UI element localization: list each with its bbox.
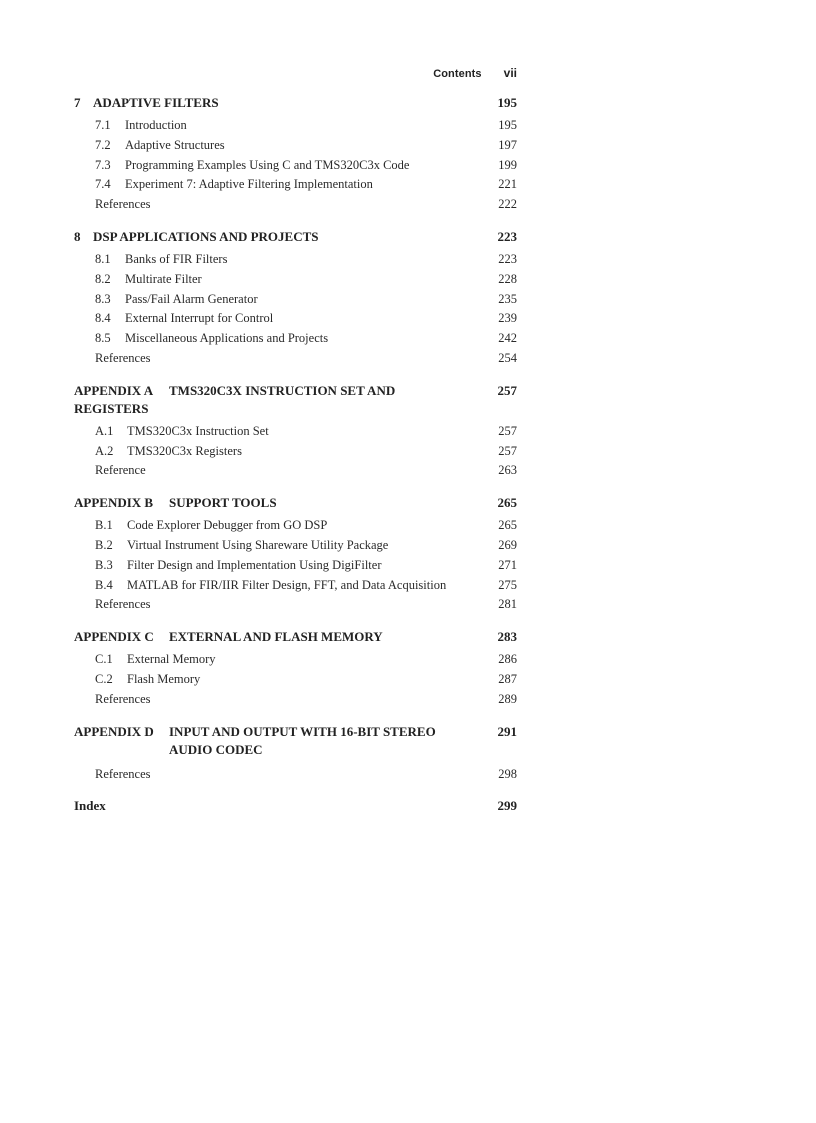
references-entry[interactable] <box>74 765 517 785</box>
toc-entry[interactable] <box>74 116 517 136</box>
references-page: 222 <box>498 197 517 212</box>
section-title: TMS320C3x Registers <box>127 443 242 458</box>
section-page: 271 <box>498 557 517 572</box>
section-title: Code Explorer Debugger from GO DSP <box>127 518 328 533</box>
appendix-title: SUPPORT TOOLS <box>169 495 277 511</box>
references-page: 298 <box>498 766 517 781</box>
section-title: Adaptive Structures <box>125 137 225 152</box>
references-page: 263 <box>498 463 517 478</box>
section-page: 287 <box>498 671 517 686</box>
toc-entry[interactable] <box>74 442 517 462</box>
references-label: References <box>95 766 151 781</box>
references-page: 289 <box>498 691 517 706</box>
chapter-title: ADAPTIVE FILTERS <box>93 95 219 110</box>
section-title: Pass/Fail Alarm Generator <box>125 291 258 306</box>
appendix-label: APPENDIX C <box>74 629 154 645</box>
appendix-title-line-1: INPUT AND OUTPUT WITH 16-BIT STEREO <box>169 723 436 739</box>
section-number: A.2 <box>95 443 114 458</box>
section-page: 286 <box>498 652 517 667</box>
section-number: B.3 <box>95 557 113 572</box>
section-page: 195 <box>498 118 517 132</box>
appendix-title: TMS320C3X INSTRUCTION SET AND REGISTERS <box>74 382 396 416</box>
references-label: Reference <box>95 463 146 478</box>
section-page: 235 <box>498 291 517 306</box>
chapter-heading[interactable] <box>74 228 517 246</box>
references-label: References <box>95 597 151 612</box>
section-title: Banks of FIR Filters <box>125 251 228 266</box>
section-page: 265 <box>498 518 517 533</box>
references-page: 254 <box>498 350 517 365</box>
section-number: C.2 <box>95 671 113 686</box>
references-entry[interactable] <box>74 690 517 710</box>
appendix-page: 291 <box>497 723 517 739</box>
appendix-b <box>74 494 517 615</box>
section-title: MATLAB for FIR/IIR Filter Design, FFT, and Data Acquisition <box>127 577 447 592</box>
table-of-contents <box>74 94 517 819</box>
section-page: 223 <box>498 251 517 266</box>
section-title: Experiment 7: Adaptive Filtering Implementation <box>125 177 373 192</box>
toc-entry[interactable] <box>74 556 517 576</box>
section-page: 257 <box>498 423 517 438</box>
toc-entry[interactable] <box>74 329 517 349</box>
toc-entry[interactable] <box>74 536 517 556</box>
chapter-heading[interactable] <box>74 94 517 112</box>
running-head-label: Contents <box>433 68 482 80</box>
section-page: 228 <box>498 271 517 286</box>
appendix-label: APPENDIX B <box>74 495 154 511</box>
chapter-title: DSP APPLICATIONS AND PROJECTS <box>93 228 319 244</box>
references-entry[interactable] <box>74 461 517 481</box>
references-entry[interactable] <box>74 349 517 369</box>
toc-entry[interactable] <box>74 156 517 176</box>
section-title: External Interrupt for Control <box>125 311 274 326</box>
appendix-title <box>169 723 459 759</box>
references-label: References <box>95 350 151 365</box>
chapter-8 <box>74 228 517 369</box>
section-number: 8.4 <box>95 311 111 326</box>
chapter-number: 8 <box>74 228 81 244</box>
section-number: B.1 <box>95 518 113 533</box>
appendix-d <box>74 723 517 785</box>
section-page: 239 <box>498 311 517 326</box>
toc-entry[interactable] <box>74 270 517 290</box>
chapter-7 <box>74 94 517 215</box>
appendix-c <box>74 628 517 709</box>
section-page: 269 <box>498 537 517 552</box>
section-page: 221 <box>498 177 517 192</box>
section-title: Filter Design and Implementation Using DigiFilter <box>127 557 382 572</box>
references-entry[interactable] <box>74 195 517 215</box>
appendix-page: 283 <box>497 629 517 645</box>
section-number: 7.2 <box>95 137 111 152</box>
toc-entry[interactable] <box>74 576 517 596</box>
references-entry[interactable] <box>74 595 517 615</box>
section-number: 7.4 <box>95 177 111 192</box>
section-title: Virtual Instrument Using Shareware Utility Package <box>127 537 389 552</box>
toc-entry[interactable] <box>74 136 517 156</box>
section-page: 242 <box>498 331 517 346</box>
section-number: B.2 <box>95 537 113 552</box>
toc-entry[interactable] <box>74 650 517 670</box>
appendix-title: EXTERNAL AND FLASH MEMORY <box>169 629 383 645</box>
running-head <box>74 64 517 80</box>
section-number: 7.1 <box>95 118 111 132</box>
section-number: A.1 <box>95 423 114 438</box>
index-label: Index <box>74 798 106 814</box>
section-title: Miscellaneous Applications and Projects <box>125 331 329 346</box>
section-number: C.1 <box>95 652 113 667</box>
appendix-heading[interactable] <box>74 494 517 512</box>
references-label: References <box>95 691 151 706</box>
section-page: 257 <box>498 443 517 458</box>
appendix-heading[interactable] <box>74 628 517 646</box>
section-page: 275 <box>498 577 517 592</box>
toc-entry[interactable] <box>74 175 517 195</box>
section-number: B.4 <box>95 577 113 592</box>
section-title: Flash Memory <box>127 671 201 686</box>
section-title: TMS320C3x Instruction Set <box>127 423 269 438</box>
appendix-a <box>74 382 517 481</box>
appendix-page: 257 <box>497 382 517 398</box>
references-label: References <box>95 197 151 212</box>
page-number: vii <box>503 66 517 80</box>
appendix-heading[interactable] <box>74 723 517 759</box>
appendix-label: APPENDIX D <box>74 723 154 739</box>
index-section <box>74 797 517 815</box>
toc-entry[interactable] <box>74 516 517 536</box>
toc-entry[interactable] <box>74 290 517 310</box>
section-title: Multirate Filter <box>125 271 202 286</box>
chapter-page: 195 <box>497 95 517 110</box>
section-page: 199 <box>498 157 517 172</box>
section-title: Programming Examples Using C and TMS320C3x Code <box>125 157 410 172</box>
references-page: 281 <box>498 597 517 612</box>
appendix-title-line-2: AUDIO CODEC <box>169 741 263 757</box>
appendix-heading[interactable] <box>74 382 517 418</box>
appendix-label: APPENDIX A <box>74 382 154 398</box>
index-page: 299 <box>497 798 517 814</box>
chapter-number: 7 <box>74 95 81 110</box>
toc-entry[interactable] <box>74 422 517 442</box>
section-title: Introduction <box>125 118 187 132</box>
section-number: 8.2 <box>95 271 111 286</box>
section-number: 8.1 <box>95 251 111 266</box>
toc-entry[interactable] <box>74 670 517 690</box>
toc-entry[interactable] <box>74 309 517 329</box>
section-page: 197 <box>498 137 517 152</box>
section-number: 8.5 <box>95 331 111 346</box>
appendix-page: 265 <box>497 495 517 511</box>
section-number: 8.3 <box>95 291 111 306</box>
section-title: External Memory <box>127 652 216 667</box>
chapter-page: 223 <box>497 228 517 244</box>
section-number: 7.3 <box>95 157 111 172</box>
toc-entry[interactable] <box>74 250 517 270</box>
index-heading[interactable] <box>74 797 517 815</box>
